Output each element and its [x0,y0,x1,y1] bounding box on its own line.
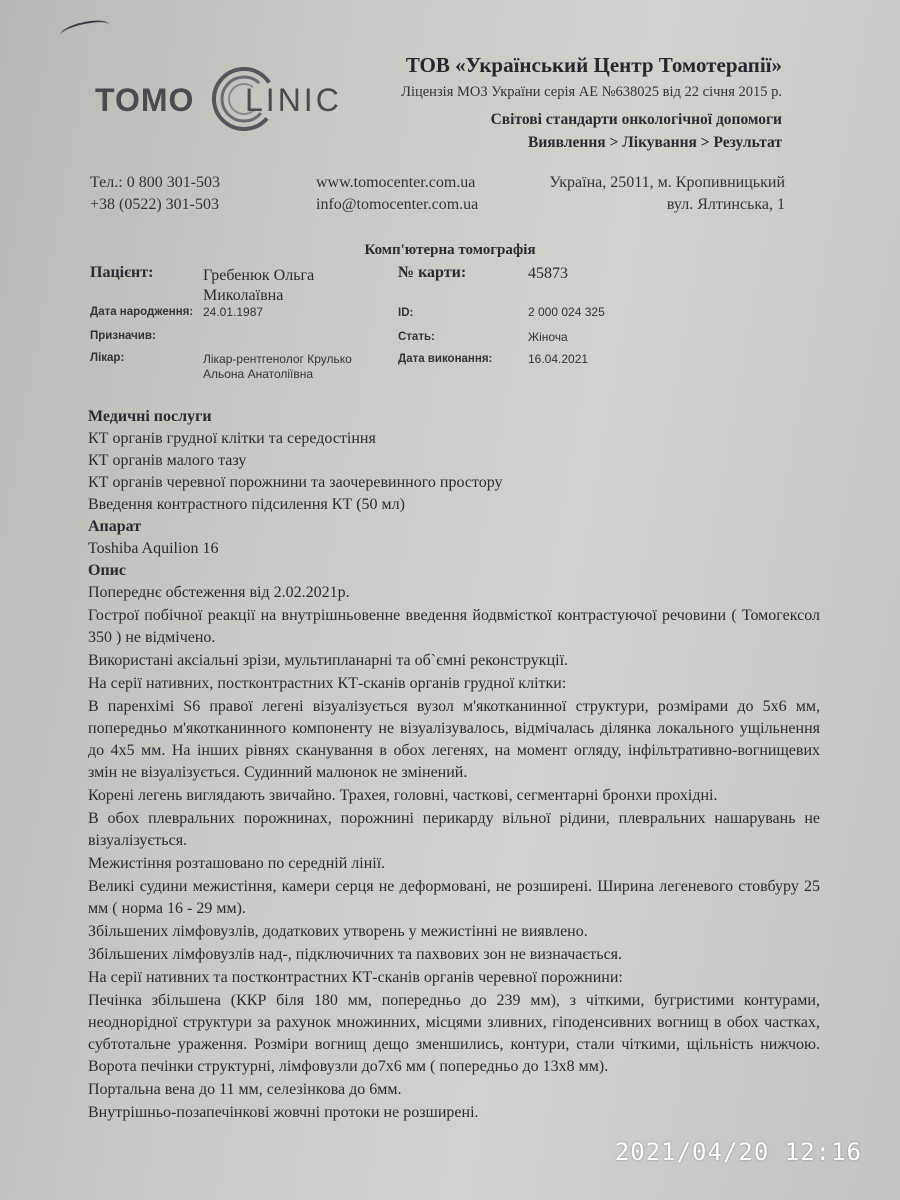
contact-phones [90,172,220,216]
standards-slogan: Світові стандарти онкологічної допомоги [490,111,782,128]
contact-address [549,172,785,216]
description-paragraph: Збільшених лімфовузлів над-, підключичних та пахвових зон не визначається. [88,946,623,963]
birth-date: 24.01.1987 [203,305,264,319]
services-heading: Медичні послуги [88,408,212,425]
process-slogan: Виявлення > Лікування > Результат [528,134,782,151]
company-name: ТОВ «Український Центр Томотерапії» [405,53,782,77]
contact-web [316,172,478,216]
exam-date: 16.04.2021 [528,352,589,366]
description-paragraph: В паренхімі S6 правої легені візуалізується вузол м'якотканинної структури, розмірами до 5х6 мм, попередньо м'якотканинного компоненту не візуалізувалось, відмічалась ділянка локального ущільнення до 4х5 мм. На інших рівнях сканування в обох легенях, на момент огляду, інфільтративно-вогнищевих змін не візуалізується. Судинний малюнок не змінений. [88,698,820,781]
report-body [88,406,820,1125]
service-item: КТ органів грудної клітки та середостіння [88,430,376,447]
website: www.tomocenter.com.ua [316,174,476,191]
sex-label: Стать: [398,331,435,343]
address-line-2: вул. Ялтинська, 1 [666,196,785,213]
photo-timestamp: 2021/04/20 12:16 [614,1138,862,1166]
phone-secondary: +38 (0522) 301-503 [90,196,220,213]
description-paragraph: Збільшених лімфовузлів, додаткових утворень у межистінні не виявлено. [88,923,588,940]
referred-by-label: Призначив: [90,330,156,342]
description-paragraph: Печінка збільшена (ККР біля 180 мм, попередньо до 239 мм), з чіткими, бугристими контурами, неоднорідної структури за рахунок множинних, місцями зливних, гіподенсивних вогнищ в обох частках, субтотальне ураження. Розміри вогнищ дещо зменшились, контури, стали чіткими, щільність нижчою. Ворота печінки структурні, лімфовузли до7х6 мм ( попередньо до 13х8 мм). [88,992,820,1075]
description-paragraph: Внутрішньо-позапечінкові жовчні протоки не розширені. [88,1104,479,1121]
logo-text-tomo: TOMO [95,82,195,118]
birth-date-label: Дата народження: [90,306,194,318]
patient-label: Пацієнт: [90,264,154,281]
doctor-line-1: Лікар-рентгенолог Крулько [203,352,352,366]
description-paragraph: Портальна вена до 11 мм, селезінкова до 6мм. [88,1081,402,1098]
service-item: КТ органів черевної порожнини та заочеревинного простору [88,474,503,491]
description-paragraph: Межистіння розташовано по середній лінії. [88,855,386,872]
description-paragraph: Використані аксіальні зрізи, мультипланарні та об`ємні реконструкції. [88,652,569,669]
service-item: КТ органів малого тазу [88,452,247,469]
logo-text-linic: LINIC [245,82,342,118]
exam-date-label: Дата виконання: [398,353,493,365]
doctor-name [203,352,352,382]
phone-primary: Тел.: 0 800 301-503 [90,174,221,191]
id-value: 2 000 024 325 [528,305,605,319]
sex-value: Жіноча [528,330,568,344]
description-paragraph: Гострої побічної реакції на внутрішньовенне введення йодвмісткої контрастуючої речовини ( Томогексол 350 ) не відмічено. [88,607,820,646]
pen-mark [59,17,111,43]
patient-name-line-1: Гребенюк Ольга [203,267,315,284]
description-paragraph: На серії нативних, постконтрастних КТ-сканів органів грудної клітки: [88,675,567,692]
clinic-logo [95,60,342,150]
description-paragraph: В обох плевральних порожнинах, порожнині перикарду вільної рідини, плевральних нашарувань не візуалізується. [88,810,820,849]
card-number-label: № карти: [398,264,467,281]
description-paragraph: Великі судини межистіння, камери серця не деформовані, не розширені. Ширина легеневого стовбуру 25 мм ( норма 16 - 29 мм). [88,878,820,917]
apparatus-heading: Апарат [88,518,142,535]
id-label: ID: [398,307,414,319]
description-paragraph: Корені легень виглядають звичайно. Трахея, головні, часткові, сегментарні бронхи прохідні. [88,787,718,804]
description-paragraph: На серії нативних та постконтрастних КТ-сканів органів черевної порожнини: [88,969,623,986]
doctor-line-2: Альона Анатоліївна [203,367,314,381]
doctor-label: Лікар: [90,352,125,364]
apparatus-value: Toshiba Aquilion 16 [88,540,219,557]
description-heading: Опис [88,562,126,579]
license-info: Ліцензія МОЗ України серія АЕ №638025 від 22 січня 2015 р. [401,84,782,100]
patient-name [203,266,314,306]
address-line-1: Україна, 25011, м. Кропивницький [549,174,785,191]
document-title: Комп'ютерна томографія [364,242,536,258]
service-item: Введення контрастного підсилення КТ (50 мл) [88,496,405,513]
patient-name-line-2: Миколаївна [203,287,284,304]
email: info@tomocenter.com.ua [316,196,479,213]
description-paragraph: Попереднє обстеження від 2.02.2021р. [88,584,350,601]
card-number: 45873 [528,265,568,282]
